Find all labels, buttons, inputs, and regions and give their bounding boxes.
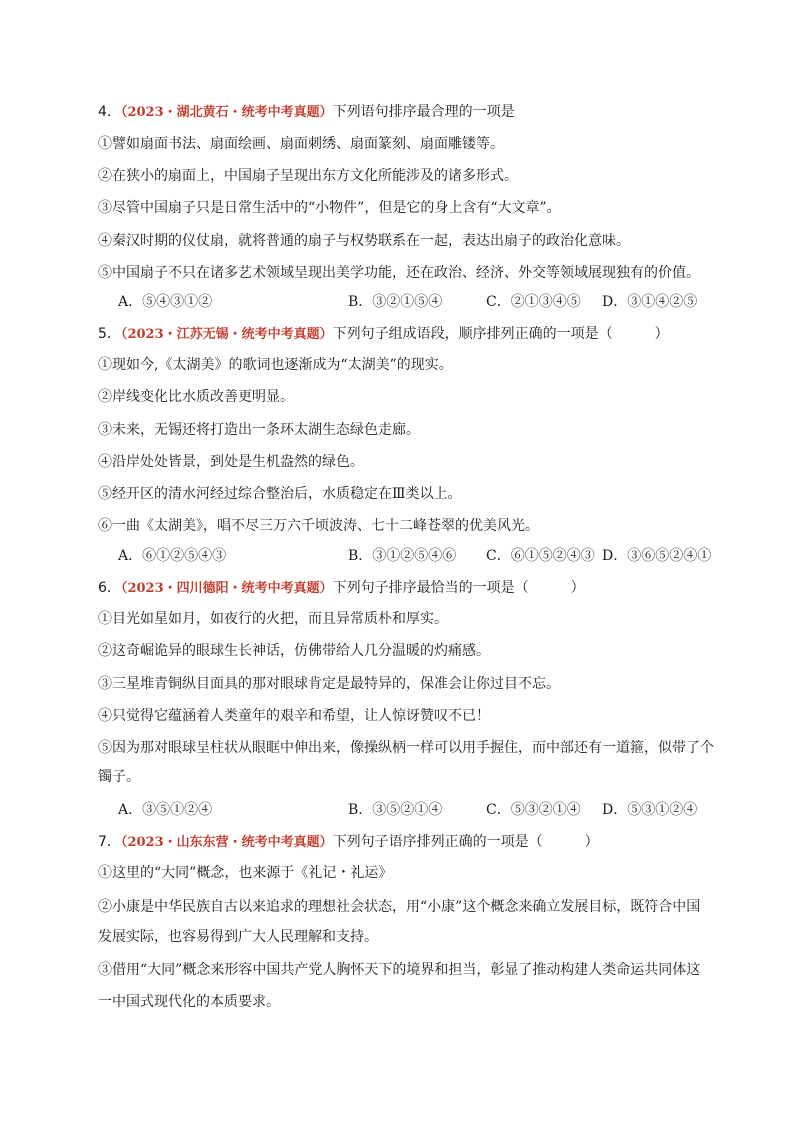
option-b: B．③①②⑤④⑥ — [348, 548, 457, 564]
option-d: D．⑤③①②④ — [602, 802, 698, 818]
question-source-open: （ — [120, 327, 128, 342]
question-6-item-3: ③三星堆青铜纵目面具的那对眼球肯定是最特异的，保准会让你过目不忘。 — [98, 676, 560, 692]
option-c: C．⑤③②①④ — [486, 802, 581, 818]
question-5-item-6: ⑥一曲《太湖美》，唱不尽三万六千顷波涛、七十二峰苍翠的优美风光。 — [98, 518, 539, 534]
option-b: B．③⑤②①④ — [348, 802, 443, 818]
option-a: A．⑤④③①② — [118, 294, 213, 310]
question-6-header — [98, 578, 718, 599]
question-5-item-1: ①现如今,《太湖美》的歌词也逐渐成为“太湖美”的现实。 — [98, 357, 453, 373]
question-source: 2023・四川德阳・统考中考真题 — [127, 581, 320, 596]
question-source-close: ） — [319, 835, 333, 850]
question-source: 2023・山东东营・统考中考真题 — [127, 835, 320, 850]
question-7-item-1: ①这里的“大同”概念，也来源于《礼记・礼运》 — [98, 865, 393, 881]
question-6-item-5-line-2: 镯子。 — [98, 769, 140, 785]
question-4-item-1: ①譬如扇面书法、扇面绘画、扇面刺绣、扇面篆刻、扇面雕镂等。 — [98, 136, 504, 152]
question-stem: 下列句子语序排列正确的一项是（ ） — [332, 834, 599, 850]
question-source-open: （ — [120, 105, 128, 120]
question-number: 6． — [98, 580, 121, 596]
question-stem: 下列语句排序最合理的一项是 — [332, 104, 515, 120]
option-a: A．③⑤①②④ — [118, 802, 213, 818]
question-7-header — [98, 832, 718, 853]
question-5-options — [118, 546, 718, 566]
question-source: 2023・湖北黄石・统考中考真题 — [127, 105, 320, 120]
question-number: 7． — [98, 834, 121, 850]
question-4-options — [118, 292, 718, 312]
question-number: 5． — [98, 326, 121, 342]
question-5-header — [98, 324, 718, 345]
option-a: A．⑥①②⑤④③ — [118, 548, 227, 564]
question-stem: 下列句子排序最恰当的一项是（ ） — [332, 580, 585, 596]
question-source-close: ） — [319, 581, 333, 596]
question-6-item-2: ②这奇崛诡异的眼球生长神话，仿佛带给人几分温暖的灼痛感。 — [98, 643, 490, 659]
question-stem: 下列句子组成语段，顺序排列正确的一项是（ ） — [332, 326, 669, 342]
question-4-item-4: ④秦汉时期的仪仗扇，就将普通的扇子与权势联系在一起，表达出扇子的政治化意味。 — [98, 233, 630, 249]
option-b: B．③②①⑤④ — [348, 294, 443, 310]
question-source-open: （ — [120, 835, 128, 850]
question-5-item-3: ③未来，无锡还将打造出一条环太湖生态绿色走廊。 — [98, 422, 420, 438]
question-5-item-2: ②岸线变化比水质改善更明显。 — [98, 389, 294, 405]
question-source-open: （ — [120, 581, 128, 596]
question-source-close: ） — [319, 327, 333, 342]
question-7-item-3-line-1: ③借用“大同”概念来形容中国共产党人胸怀天下的境界和担当，彰显了推动构建人类命运共同体这 — [98, 962, 701, 978]
question-6-item-1: ①目光如星如月，如夜行的火把，而且异常质朴和厚实。 — [98, 611, 448, 627]
question-source: 2023・江苏无锡・统考中考真题 — [127, 327, 320, 342]
question-7-item-2-line-2: 发展实际，也容易得到广大人民理解和支持。 — [98, 929, 378, 945]
option-d: D．③⑥⑤②④① — [602, 548, 712, 564]
question-7-item-3-line-2: 一中国式现代化的本质要求。 — [98, 994, 280, 1010]
question-7-item-2-line-1: ②小康是中华民族自古以来追求的理想社会状态，用“小康”这个概念来确立发展目标，既符合中国 — [98, 899, 701, 915]
option-c: C．②①③④⑤ — [486, 294, 581, 310]
question-5-item-5: ⑤经开区的清水河经过综合整治后，水质稳定在Ⅲ类以上。 — [98, 486, 462, 502]
option-c: C．⑥①⑤②④③ — [486, 548, 595, 564]
question-6-item-4: ④只觉得它蕴涵着人类童年的艰辛和希望，让人惊讶赞叹不已！ — [98, 708, 490, 724]
question-source-close: ） — [319, 105, 333, 120]
question-6-options — [118, 800, 718, 820]
question-4-item-3: ③尽管中国扇子只是日常生活中的“小物件”，但是它的身上含有“大文章”。 — [98, 200, 561, 216]
question-4-header — [98, 102, 718, 123]
question-6-item-5-line-1: ⑤因为那对眼球呈柱状从眼眶中伸出来，像操纵柄一样可以用手握住，而中部还有一道箍，似带了个 — [98, 740, 714, 756]
question-number: 4． — [98, 104, 121, 120]
option-d: D．③①④②⑤ — [602, 294, 698, 310]
question-4-item-5: ⑤中国扇子不只在诸多艺术领域呈现出美学功能，还在政治、经济、外交等领域展现独有的价值。 — [98, 265, 700, 281]
question-4-item-2: ②在狭小的扇面上，中国扇子呈现出东方文化所能涉及的诸多形式。 — [98, 168, 518, 184]
question-5-item-4: ④沿岸处处皆景，到处是生机盎然的绿色。 — [98, 454, 364, 470]
